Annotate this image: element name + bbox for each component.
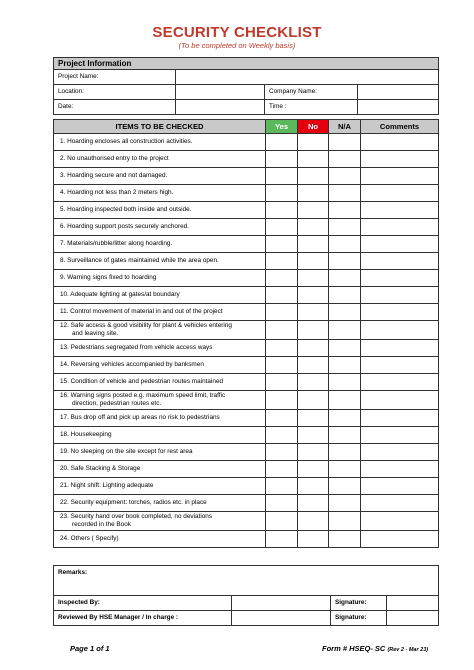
time-field[interactable] <box>358 100 439 115</box>
checklist-row <box>54 410 439 427</box>
yes-cell[interactable] <box>266 202 298 219</box>
checklist-item-text <box>54 134 266 151</box>
no-cell[interactable] <box>298 512 329 531</box>
comments-cell[interactable] <box>361 374 439 391</box>
checklist-item-line: 20. Safe Stacking & Storage <box>60 465 141 472</box>
yes-cell[interactable] <box>266 410 298 427</box>
project-name-field[interactable] <box>176 70 439 85</box>
comments-cell[interactable] <box>361 134 439 151</box>
no-header: No <box>298 120 329 134</box>
checklist-item-line: 1. Hoarding encloses all construction activities. <box>60 138 193 145</box>
yes-cell[interactable] <box>266 495 298 512</box>
reviewed-by-field[interactable] <box>232 611 331 626</box>
signoff-table <box>53 565 439 626</box>
reviewed-by-label: Reviewed By HSE Manager / In charge : <box>54 611 232 626</box>
location-field[interactable] <box>176 85 265 100</box>
checklist-row <box>54 495 439 512</box>
no-cell[interactable] <box>298 321 329 340</box>
checklist-item-line: 9. Warning signs fixed to hoarding <box>60 274 157 281</box>
checklist-row <box>54 340 439 357</box>
yes-cell[interactable] <box>266 287 298 304</box>
comments-cell[interactable] <box>361 461 439 478</box>
checklist-body <box>54 134 439 548</box>
na-cell[interactable] <box>329 185 361 202</box>
checklist-item-line: 2. No unauthorised entry to the project <box>60 155 169 162</box>
checklist-item-line: 4. Hoarding not less than 2 meters high. <box>60 189 174 196</box>
checklist-item-line: recorded in the Book <box>72 521 131 528</box>
checklist-item-line: 12. Safe access & good visibility for plant & vehicles entering <box>60 322 232 329</box>
yes-cell[interactable] <box>266 270 298 287</box>
checklist-item-text <box>54 219 266 236</box>
no-cell[interactable] <box>298 495 329 512</box>
checklist-item-text <box>54 531 266 548</box>
na-cell[interactable] <box>329 461 361 478</box>
no-cell[interactable] <box>298 202 329 219</box>
checklist-item-line: 23. Security hand over book completed, no deviations <box>60 513 213 520</box>
checklist-row <box>54 444 439 461</box>
checklist-item-line: 21. Night shift: Lighting adequate <box>60 482 154 489</box>
no-cell[interactable] <box>298 304 329 321</box>
checklist-row <box>54 357 439 374</box>
checklist-row <box>54 134 439 151</box>
remarks-box[interactable] <box>54 566 439 596</box>
no-cell[interactable] <box>298 168 329 185</box>
company-name-field[interactable] <box>358 85 439 100</box>
checklist-row <box>54 151 439 168</box>
yes-cell[interactable] <box>266 168 298 185</box>
na-cell[interactable] <box>329 270 361 287</box>
checklist-item-line: and leaving site. <box>72 330 119 337</box>
checklist-row <box>54 236 439 253</box>
checklist-item-line: 24. Others ( Specify) <box>60 535 119 542</box>
comments-cell[interactable] <box>361 357 439 374</box>
yes-cell[interactable] <box>266 478 298 495</box>
items-header: ITEMS TO BE CHECKED <box>54 120 266 134</box>
checklist-item-text <box>54 287 266 304</box>
checklist-row <box>54 185 439 202</box>
yes-cell[interactable] <box>266 219 298 236</box>
yes-cell[interactable] <box>266 236 298 253</box>
na-cell[interactable] <box>329 134 361 151</box>
project-info-table <box>53 57 439 115</box>
yes-cell[interactable] <box>266 531 298 548</box>
signature-label-1: Signature: <box>331 596 387 611</box>
comments-cell[interactable] <box>361 219 439 236</box>
checklist-item-text <box>54 168 266 185</box>
date-label: Date: <box>54 100 176 115</box>
checklist-item-text <box>54 461 266 478</box>
comments-cell[interactable] <box>361 287 439 304</box>
na-cell[interactable] <box>329 495 361 512</box>
comments-cell[interactable] <box>361 185 439 202</box>
checklist-item-text <box>54 270 266 287</box>
checklist-item-line: 15. Condition of vehicle and pedestrian routes maintained <box>60 378 224 385</box>
na-cell[interactable] <box>329 168 361 185</box>
form-title: SECURITY CHECKLIST <box>152 24 322 41</box>
time-label: Time : <box>265 100 358 115</box>
checklist-item-line: 10. Adequate lighting at gates/at boundary <box>60 291 180 298</box>
checklist-row <box>54 374 439 391</box>
checklist-row <box>54 304 439 321</box>
form-code: Form # HSEQ- SC <box>322 644 386 653</box>
comments-cell[interactable] <box>361 168 439 185</box>
comments-cell[interactable] <box>361 202 439 219</box>
checklist-item-line: direction, pedestrian routes etc. <box>72 400 162 407</box>
comments-cell[interactable] <box>361 340 439 357</box>
checklist-row <box>54 253 439 270</box>
yes-cell[interactable] <box>266 253 298 270</box>
comments-cell[interactable] <box>361 236 439 253</box>
no-cell[interactable] <box>298 287 329 304</box>
na-cell[interactable] <box>329 287 361 304</box>
signature-field-2[interactable] <box>387 611 439 626</box>
checklist-item-text <box>54 304 266 321</box>
no-cell[interactable] <box>298 151 329 168</box>
checklist-item-line: 19. No sleeping on the site except for rest area <box>60 448 193 455</box>
checklist-row <box>54 321 439 340</box>
comments-header: Comments <box>361 120 439 134</box>
comments-cell[interactable] <box>361 253 439 270</box>
yes-cell[interactable] <box>266 185 298 202</box>
no-cell[interactable] <box>298 531 329 548</box>
yes-cell[interactable] <box>266 512 298 531</box>
comments-cell[interactable] <box>361 151 439 168</box>
na-cell[interactable] <box>329 444 361 461</box>
checklist-item-line: 8. Surveillance of gates maintained while the area open. <box>60 257 219 264</box>
na-header: N/A <box>329 120 361 134</box>
na-cell[interactable] <box>329 219 361 236</box>
comments-cell[interactable] <box>361 410 439 427</box>
checklist-item-line: 14. Reversing vehicles accompanied by banksmen <box>60 361 204 368</box>
yes-header: Yes <box>266 120 298 134</box>
checklist-item-text <box>54 391 266 410</box>
checklist-row <box>54 219 439 236</box>
checklist-item-text <box>54 512 266 531</box>
company-name-label: Company Name: <box>265 85 358 100</box>
checklist-item-text <box>54 202 266 219</box>
remarks-label: Remarks: <box>58 569 88 576</box>
comments-cell[interactable] <box>361 478 439 495</box>
form-revision: (Rev 2 - Mar 23) <box>387 647 429 653</box>
na-cell[interactable] <box>329 427 361 444</box>
no-cell[interactable] <box>298 410 329 427</box>
checklist-item-line: 5. Hoarding inspected both inside and outside. <box>60 206 192 213</box>
checklist-row <box>54 531 439 548</box>
yes-cell[interactable] <box>266 340 298 357</box>
yes-cell[interactable] <box>266 374 298 391</box>
na-cell[interactable] <box>329 391 361 410</box>
checklist-table <box>53 119 439 548</box>
checklist-item-line: 13. Pedestrians segregated from vehicle access ways <box>60 344 213 351</box>
form-subtitle: (To be completed on Weekly basis) <box>178 41 296 50</box>
checklist-item-line: 18. Housekeeping <box>60 431 112 438</box>
checklist-row <box>54 461 439 478</box>
checklist-row <box>54 478 439 495</box>
checklist-item-text <box>54 253 266 270</box>
checklist-item-line: 7. Materials/rubble/litter along hoarding. <box>60 240 173 247</box>
checklist-item-line: 3. Hoarding secure and not damaged. <box>60 172 168 179</box>
na-cell[interactable] <box>329 357 361 374</box>
na-cell[interactable] <box>329 151 361 168</box>
date-field[interactable] <box>176 100 265 115</box>
yes-cell[interactable] <box>266 444 298 461</box>
no-cell[interactable] <box>298 219 329 236</box>
checklist-item-text <box>54 478 266 495</box>
inspected-by-label: Inspected By: <box>54 596 232 611</box>
checklist-item-text <box>54 321 266 340</box>
yes-cell[interactable] <box>266 321 298 340</box>
yes-cell[interactable] <box>266 461 298 478</box>
na-cell[interactable] <box>329 321 361 340</box>
na-cell[interactable] <box>329 512 361 531</box>
na-cell[interactable] <box>329 374 361 391</box>
na-cell[interactable] <box>329 253 361 270</box>
checklist-row <box>54 512 439 531</box>
checklist-item-text <box>54 410 266 427</box>
no-cell[interactable] <box>298 444 329 461</box>
comments-cell[interactable] <box>361 531 439 548</box>
no-cell[interactable] <box>298 427 329 444</box>
inspected-by-field[interactable] <box>232 596 331 611</box>
na-cell[interactable] <box>329 340 361 357</box>
signature-label-2: Signature: <box>331 611 387 626</box>
comments-cell[interactable] <box>361 391 439 410</box>
checklist-item-text <box>54 357 266 374</box>
no-cell[interactable] <box>298 134 329 151</box>
yes-cell[interactable] <box>266 151 298 168</box>
location-label: Location: <box>54 85 176 100</box>
no-cell[interactable] <box>298 185 329 202</box>
no-cell[interactable] <box>298 253 329 270</box>
yes-cell[interactable] <box>266 427 298 444</box>
checklist-item-text <box>54 340 266 357</box>
no-cell[interactable] <box>298 270 329 287</box>
checklist-row <box>54 270 439 287</box>
yes-cell[interactable] <box>266 304 298 321</box>
checklist-item-line: 22. Security equipment: torches, radios etc. in place <box>60 499 207 506</box>
project-info-heading: Project Information <box>54 58 439 70</box>
no-cell[interactable] <box>298 374 329 391</box>
checklist-item-text <box>54 444 266 461</box>
no-cell[interactable] <box>298 478 329 495</box>
checklist-item-line: 11. Control movement of material in and out of the project <box>60 308 223 315</box>
checklist-item-text <box>54 185 266 202</box>
no-cell[interactable] <box>298 357 329 374</box>
checklist-row <box>54 202 439 219</box>
checklist-item-line: 6. Hoarding support posts securely anchored. <box>60 223 189 230</box>
checklist-item-text <box>54 374 266 391</box>
checklist-row <box>54 287 439 304</box>
comments-cell[interactable] <box>361 495 439 512</box>
comments-cell[interactable] <box>361 321 439 340</box>
no-cell[interactable] <box>298 391 329 410</box>
checklist-row <box>54 168 439 185</box>
form-number <box>322 644 428 653</box>
no-cell[interactable] <box>298 236 329 253</box>
yes-cell[interactable] <box>266 357 298 374</box>
na-cell[interactable] <box>329 304 361 321</box>
comments-cell[interactable] <box>361 270 439 287</box>
yes-cell[interactable] <box>266 134 298 151</box>
checklist-item-text <box>54 495 266 512</box>
page-number: Page 1 of 1 <box>70 644 110 653</box>
checklist-row <box>54 427 439 444</box>
comments-cell[interactable] <box>361 512 439 531</box>
na-cell[interactable] <box>329 236 361 253</box>
na-cell[interactable] <box>329 410 361 427</box>
no-cell[interactable] <box>298 340 329 357</box>
no-cell[interactable] <box>298 461 329 478</box>
checklist-item-line: 17. Bus drop off and pick up areas no risk to pedestrians <box>60 414 220 421</box>
checklist-item-text <box>54 236 266 253</box>
na-cell[interactable] <box>329 202 361 219</box>
checklist-item-text <box>54 151 266 168</box>
comments-cell[interactable] <box>361 427 439 444</box>
checklist-item-line: 16. Warning signs posted e.g. maximum speed limit, traffic <box>60 392 226 399</box>
comments-cell[interactable] <box>361 444 439 461</box>
checklist-row <box>54 391 439 410</box>
project-name-label: Project Name: <box>54 70 176 85</box>
na-cell[interactable] <box>329 531 361 548</box>
checklist-item-text <box>54 427 266 444</box>
signature-field-1[interactable] <box>387 596 439 611</box>
comments-cell[interactable] <box>361 304 439 321</box>
na-cell[interactable] <box>329 478 361 495</box>
yes-cell[interactable] <box>266 391 298 410</box>
